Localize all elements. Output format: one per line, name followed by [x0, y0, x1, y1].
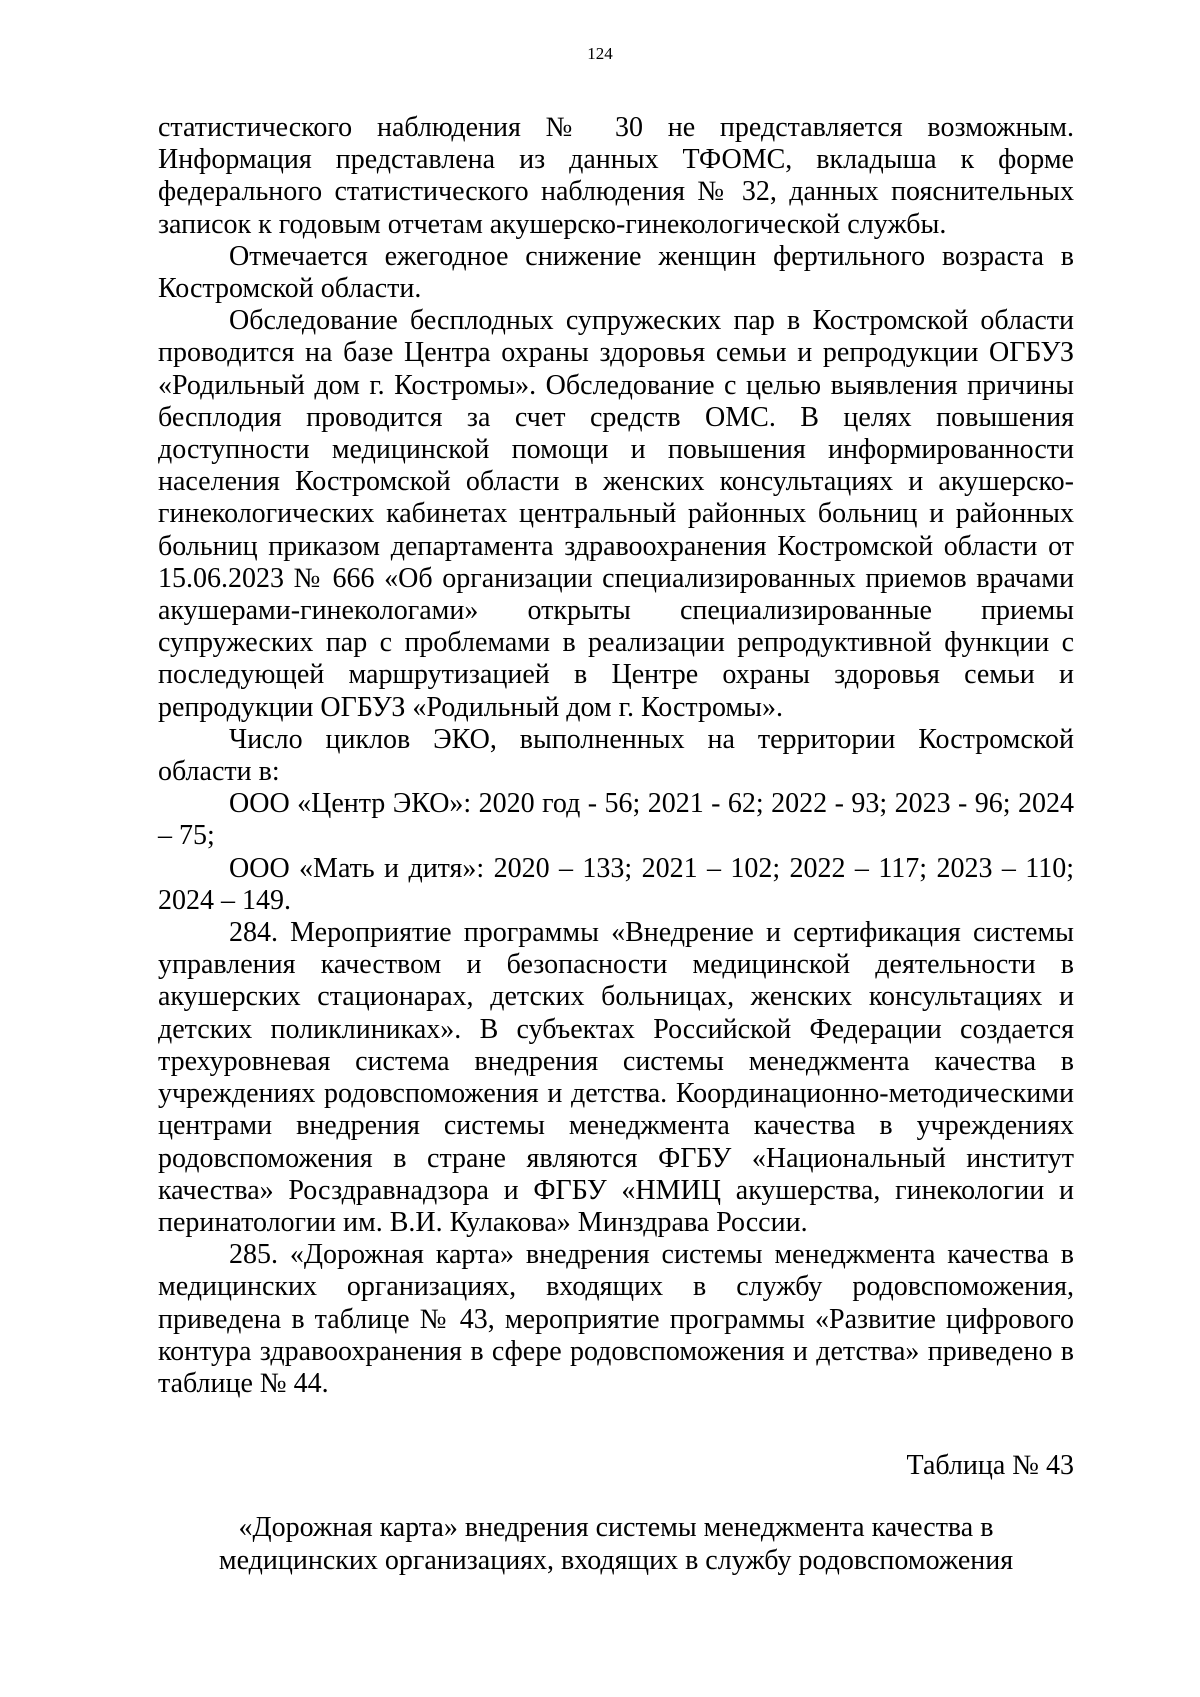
table-title-line-1: «Дорожная карта» внедрения системы менеджмента качества в — [238, 1512, 994, 1543]
paragraph-ivf-mother-child: ООО «Мать и дитя»: 2020 – 133; 2021 – 102; 2022 – 117; 2023 – 110; 2024 – 149. — [158, 852, 1074, 916]
page-number: 124 — [587, 44, 613, 63]
paragraph-ivf-center-eko: ООО «Центр ЭКО»: 2020 год - 56; 2021 - 62; 2022 - 93; 2023 - 96; 2024 – 75; — [158, 788, 1074, 852]
table-title-line-2: медицинских организациях, входящих в службу родовспоможения — [218, 1544, 1014, 1576]
document-body — [158, 112, 1074, 1400]
paragraph-continuation: статистического наблюдения № 30 не представляется возможным. Информация представлена из данных ТФОМС, вкладыша к форме федерального статистического наблюдения № 32, данных пояснительных записок к годовым отчетам акушерско-гинекологической службы. — [158, 112, 1074, 240]
paragraph-284: 284. Мероприятие программы «Внедрение и сертификация системы управления качеством и безопасности медицинской деятельности в акушерских стационарах, детских больницах, женских консультациях и детских поликлиниках». В субъектах Российской Федерации создается трехуровневая система внедрения системы менеджмента качества в учреждениях родовспоможения и детства. Координационно-методическими центрами внедрения системы менеджмента качества в учреждениях родовспоможения в стране являются ФГБУ «Национальный институт качества» Росздравнадзора и ФГБУ «НМИЦ акушерства, гинекологии и перинатологии им. В.И. Кулакова» Минздрава России. — [158, 917, 1074, 1238]
paragraph-285: 285. «Дорожная карта» внедрения системы менеджмента качества в медицинских организациях, входящих в службу родовспоможения, приведена в таблице № 43, мероприятие программы «Развитие цифрового контура здравоохранения в сфере родовспоможения и детства» приведено в таблице № 44. — [158, 1239, 1074, 1399]
paragraph-ivf-cycles-intro: Число циклов ЭКО, выполненных на территории Костромской области в: — [158, 723, 1074, 788]
table-title — [158, 1512, 1074, 1577]
paragraph-infertility-examination: Обследование бесплодных супружеских пар в Костромской области проводится на базе Центра охраны здоровья семьи и репродукции ОГБУЗ «Родильный дом г. Костромы». Обследование с целью выявления причины бесплодия проводится за счет средств ОМС. В целях повышения доступности медицинской помощи и повышения информированности населения Костромской области в женских консультациях и акушерско-гинекологических кабинетах центральный районных больниц и районных больниц приказом департамента здравоохранения Костромской области от 15.06.2023 № 666 «Об организации специализированных приемов врачами акушерами-гинекологами» открыты специализированные приемы супружеских пар с проблемами в реализации репродуктивной функции с последующей маршрутизацией в Центре охраны здоровья семьи и репродукции ОГБУЗ «Родильный дом г. Костромы». — [158, 305, 1074, 723]
paragraph-fertile-women: Отмечается ежегодное снижение женщин фертильного возраста в Костромской области. — [158, 240, 1074, 305]
table-label: Таблица № 43 — [906, 1450, 1074, 1481]
